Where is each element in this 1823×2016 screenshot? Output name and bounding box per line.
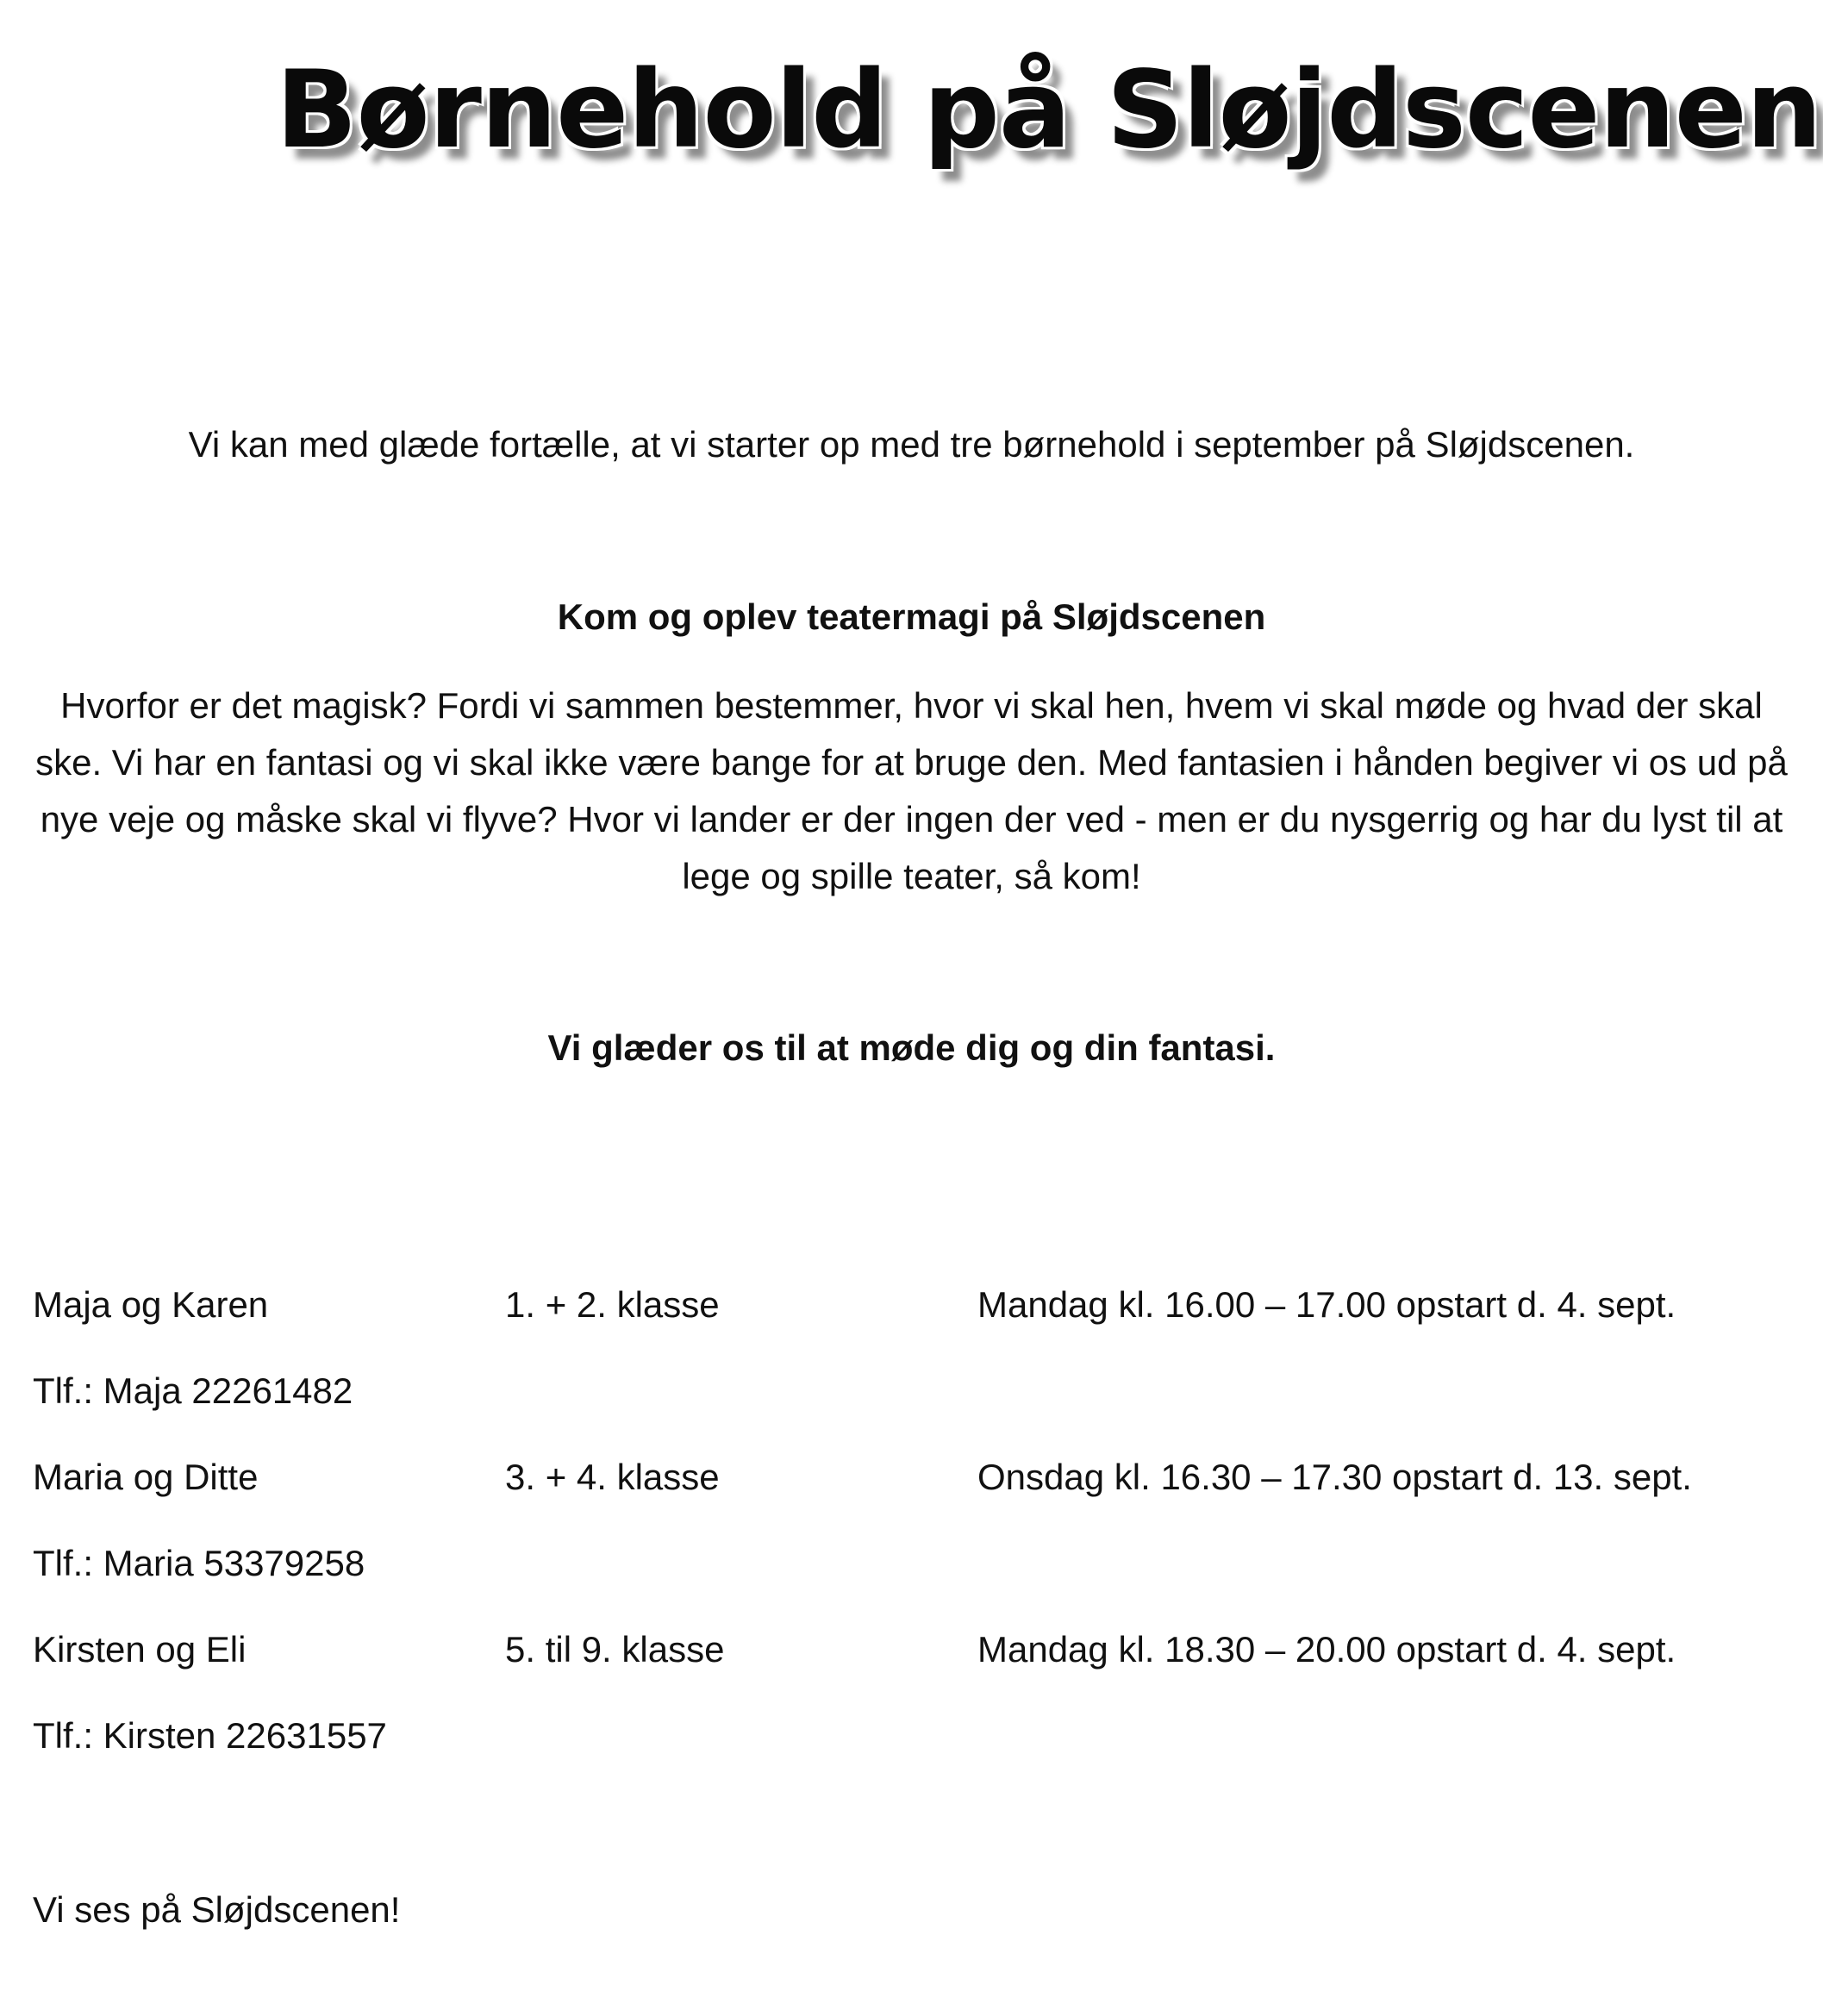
schedule-list: [33, 1281, 1791, 1798]
team-row: [33, 1626, 1791, 1712]
farewell-text: Vi ses på Sløjdscenen!: [33, 1889, 401, 1930]
team-row: [33, 1281, 1791, 1367]
team-phone-row: [33, 1712, 1791, 1798]
description-paragraph: Hvorfor er det magisk? Fordi vi sammen bestemmer, hvor vi skal hen, hvem vi skal møde og hvad der skal ske. Vi har en fantasi og vi skal ikke være bange for at bruge den. Med fantasien i hånden begiver vi os ud på nye veje og måske skal vi flyve? Hvor vi lander er der ingen der ved - men er du nysgerrig og har du lyst til at lege og spille teater, så kom!: [35, 685, 1788, 896]
intro-text: Vi kan med glæde fortælle, at vi starter op med tre børnehold i september på Sløjdscenen.: [188, 424, 1635, 465]
team-grade: 3. + 4. klasse: [505, 1457, 720, 1497]
team-grade: 5. til 9. klasse: [505, 1629, 725, 1670]
team-teachers: Maja og Karen: [33, 1284, 269, 1325]
closing-text: Vi glæder os til at møde dig og din fantasi.: [547, 1027, 1276, 1068]
team-phone-row: [33, 1539, 1791, 1626]
team-teachers: Maria og Ditte: [33, 1457, 259, 1497]
page-title: Børnehold på Sløjdscenen: [276, 48, 1822, 172]
team-grade: 1. + 2. klasse: [505, 1284, 720, 1325]
section-heading: Kom og oplev teatermagi på Sløjdscenen: [557, 596, 1266, 637]
team-phone: Tlf.: Maja 22261482: [33, 1370, 353, 1411]
team-phone: Tlf.: Kirsten 22631557: [33, 1715, 387, 1756]
team-phone: Tlf.: Maria 53379258: [33, 1543, 365, 1583]
team-time: Mandag kl. 16.00 – 17.00 opstart d. 4. sept.: [977, 1284, 1676, 1325]
team-time: Mandag kl. 18.30 – 20.00 opstart d. 4. sept.: [977, 1629, 1676, 1670]
team-phone-row: [33, 1367, 1791, 1453]
team-teachers: Kirsten og Eli: [33, 1629, 247, 1670]
team-time: Onsdag kl. 16.30 – 17.30 opstart d. 13. sept.: [977, 1457, 1692, 1497]
team-row: [33, 1453, 1791, 1539]
